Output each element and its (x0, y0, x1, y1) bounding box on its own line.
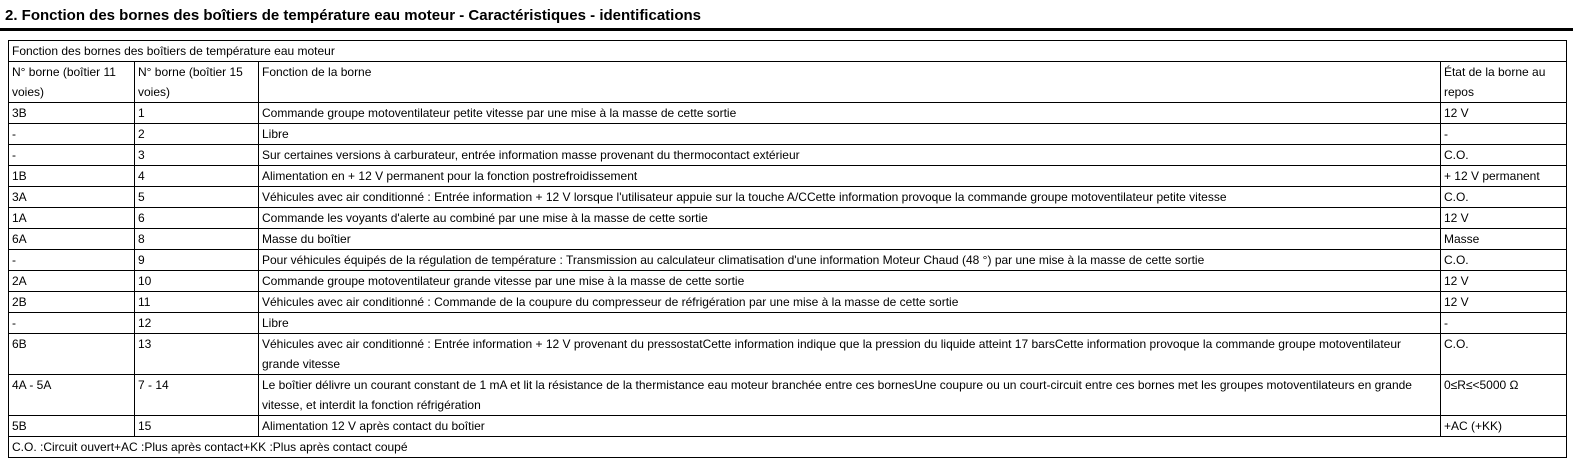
fonction-cell: Alimentation 12 V après contact du boîtier (259, 416, 1441, 437)
etat-cell: +AC (+KK) (1440, 416, 1566, 437)
etat-cell: C.O. (1440, 250, 1566, 271)
header-borne-11-voies: N° borne (boîtier 11 voies) (9, 62, 135, 103)
fonction-cell: Commande groupe motoventilateur grande vitesse par une mise à la masse de cette sortie (259, 271, 1441, 292)
borne-15-cell: 5 (135, 187, 259, 208)
fonction-cell: Commande les voyants d'alerte au combiné par une mise à la masse de cette sortie (259, 208, 1441, 229)
borne-11-cell: 1A (9, 208, 135, 229)
etat-cell: 12 V (1440, 292, 1566, 313)
etat-cell: C.O. (1440, 187, 1566, 208)
etat-cell: 12 V (1440, 103, 1566, 124)
fonction-cell: Pour véhicules équipés de la régulation de température : Transmission au calculateur climatisation d'une information Moteur Chaud (48 °) par une mise à la masse de cette sortie (259, 250, 1441, 271)
borne-11-cell: - (9, 124, 135, 145)
fonction-cell: Commande groupe motoventilateur petite vitesse par une mise à la masse de cette sortie (259, 103, 1441, 124)
etat-cell: 0≤R≤<5000 Ω (1440, 375, 1566, 416)
table-row (9, 313, 1567, 334)
table-row (9, 375, 1567, 416)
borne-11-cell: - (9, 313, 135, 334)
table-row (9, 166, 1567, 187)
fonction-cell: Masse du boîtier (259, 229, 1441, 250)
borne-15-cell: 2 (135, 124, 259, 145)
fonction-cell: Véhicules avec air conditionné : Entrée information + 12 V provenant du pressostatCette information indique que la pression du liquide atteint 17 barsCette information provoque la commande groupe motoventilateur grande vitesse (259, 334, 1441, 375)
borne-11-cell: - (9, 250, 135, 271)
borne-11-cell: 2B (9, 292, 135, 313)
borne-15-cell: 3 (135, 145, 259, 166)
borne-15-cell: 7 - 14 (135, 375, 259, 416)
borne-11-cell: 3B (9, 103, 135, 124)
table-footnote-row (9, 437, 1567, 458)
table-caption: Fonction des bornes des boîtiers de température eau moteur (9, 41, 1567, 62)
header-etat-repos: État de la borne au repos (1440, 62, 1566, 103)
borne-15-cell: 4 (135, 166, 259, 187)
borne-11-cell: - (9, 145, 135, 166)
borne-15-cell: 8 (135, 229, 259, 250)
borne-11-cell: 6A (9, 229, 135, 250)
etat-cell: 12 V (1440, 271, 1566, 292)
fonction-cell: Libre (259, 313, 1441, 334)
table-row (9, 145, 1567, 166)
fonction-cell: Sur certaines versions à carburateur, entrée information masse provenant du thermocontact extérieur (259, 145, 1441, 166)
etat-cell: + 12 V permanent (1440, 166, 1566, 187)
etat-cell: 12 V (1440, 208, 1566, 229)
table-row (9, 103, 1567, 124)
etat-cell: Masse (1440, 229, 1566, 250)
borne-function-table (8, 40, 1567, 458)
etat-cell: - (1440, 313, 1566, 334)
table-row (9, 229, 1567, 250)
etat-cell: C.O. (1440, 334, 1566, 375)
page-title: 2. Fonction des bornes des boîtiers de température eau moteur - Caractéristiques - identifications (5, 7, 701, 24)
borne-11-cell: 1B (9, 166, 135, 187)
header-fonction: Fonction de la borne (259, 62, 1441, 103)
borne-15-cell: 13 (135, 334, 259, 375)
table-caption-row (9, 41, 1567, 62)
fonction-cell: Véhicules avec air conditionné : Entrée information + 12 V lorsque l'utilisateur appuie sur la touche A/CCette information provoque la commande groupe motoventilateur petite vitesse (259, 187, 1441, 208)
table-row (9, 271, 1567, 292)
fonction-cell: Le boîtier délivre un courant constant de 1 mA et lit la résistance de la thermistance eau moteur branchée entre ces bornesUne coupure ou un court-circuit entre ces bornes met les groupes motoventilateurs en grande vitesse, et interdit la fonction réfrigération (259, 375, 1441, 416)
table-footnote: C.O. :Circuit ouvert+AC :Plus après contact+KK :Plus après contact coupé (9, 437, 1567, 458)
table-row (9, 250, 1567, 271)
borne-15-cell: 15 (135, 416, 259, 437)
borne-11-cell: 4A - 5A (9, 375, 135, 416)
borne-15-cell: 12 (135, 313, 259, 334)
table-row (9, 208, 1567, 229)
table-header-row (9, 62, 1567, 103)
borne-11-cell: 5B (9, 416, 135, 437)
title-rule (0, 28, 1573, 31)
fonction-cell: Libre (259, 124, 1441, 145)
etat-cell: - (1440, 124, 1566, 145)
header-borne-15-voies: N° borne (boîtier 15 voies) (135, 62, 259, 103)
table-row (9, 124, 1567, 145)
table-row (9, 187, 1567, 208)
table-row (9, 292, 1567, 313)
borne-11-cell: 2A (9, 271, 135, 292)
borne-15-cell: 11 (135, 292, 259, 313)
etat-cell: C.O. (1440, 145, 1566, 166)
table-row (9, 334, 1567, 375)
borne-11-cell: 3A (9, 187, 135, 208)
table-row (9, 416, 1567, 437)
borne-15-cell: 6 (135, 208, 259, 229)
borne-15-cell: 1 (135, 103, 259, 124)
fonction-cell: Alimentation en + 12 V permanent pour la fonction postrefroidissement (259, 166, 1441, 187)
borne-15-cell: 10 (135, 271, 259, 292)
borne-11-cell: 6B (9, 334, 135, 375)
fonction-cell: Véhicules avec air conditionné : Commande de la coupure du compresseur de réfrigération par une mise à la masse de cette sortie (259, 292, 1441, 313)
borne-15-cell: 9 (135, 250, 259, 271)
